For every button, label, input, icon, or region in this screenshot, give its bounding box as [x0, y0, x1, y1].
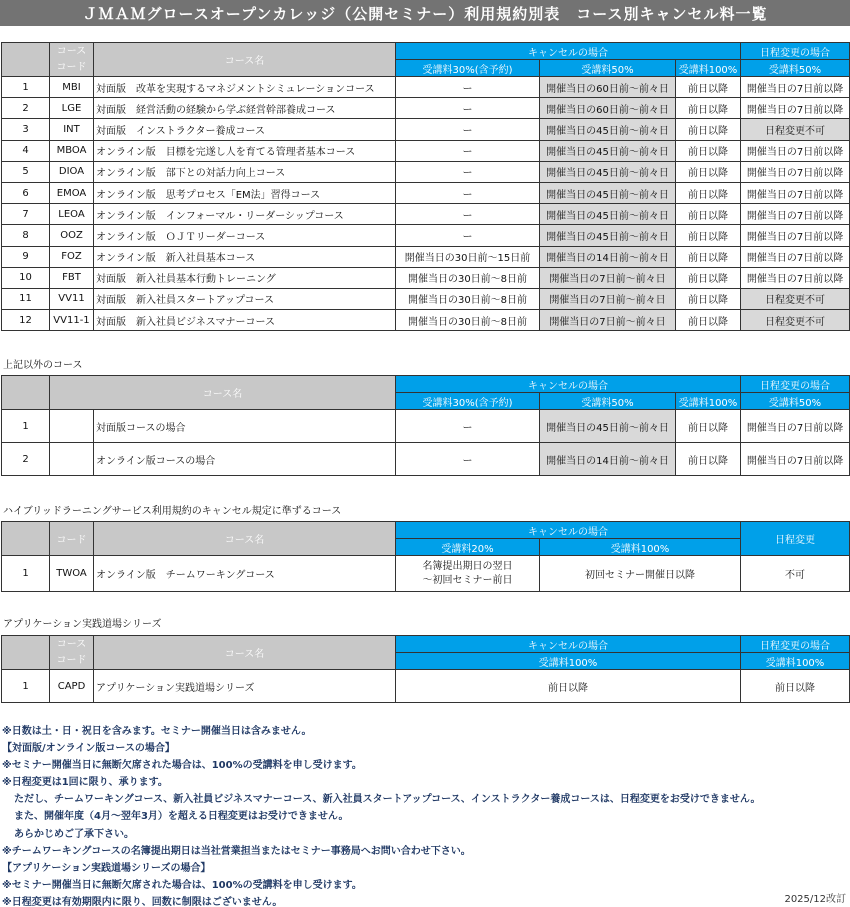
- row-fee30: ー: [396, 77, 540, 98]
- row-reschedule: 開催当日の7日前以降: [741, 161, 850, 182]
- row-fee50: 開催当日の60日前～前々日: [540, 98, 676, 119]
- row-fee50: 開催当日の7日前～前々日: [540, 288, 676, 309]
- header-reschedule-group: 日程変更の場合: [741, 636, 850, 653]
- row-fee100: 前日以降: [676, 98, 741, 119]
- row-course-code: EMOA: [50, 182, 94, 203]
- row-reschedule: 開催当日の7日前以降: [741, 246, 850, 267]
- table-row: [2, 140, 850, 161]
- header-fee30: 受講料30%(含予約): [396, 60, 540, 77]
- row-course-name: 対面版 新入社員基本行動トレーニング: [94, 267, 396, 288]
- row-reschedule: 開催当日の7日前以降: [741, 140, 850, 161]
- table-row: [2, 119, 850, 140]
- table-row: [2, 556, 850, 592]
- table-row: [2, 204, 850, 225]
- header-fee50: 受講料50%: [540, 60, 676, 77]
- row-fee30: ー: [396, 410, 540, 443]
- row-course-code: VV11-1: [50, 310, 94, 331]
- row-course-name: 対面版 インストラクター養成コース: [94, 119, 396, 140]
- row-fee100: 前日以降: [676, 140, 741, 161]
- row-fee30: ー: [396, 225, 540, 246]
- header-fee100: 受講料100%: [676, 393, 741, 410]
- row-course-code: MBOA: [50, 140, 94, 161]
- hybrid-course-table: [1, 521, 850, 592]
- revision-date: 2025/12改訂: [784, 894, 846, 905]
- row-no: 1: [2, 556, 50, 592]
- note-line: ※日程変更は有効期限内に限り、回数に制限はございません。: [2, 896, 283, 907]
- header-code: コード: [50, 522, 94, 556]
- row-course-name: オンライン版 ＯＪＴリーダーコース: [94, 225, 396, 246]
- row-fee100: 前日以降: [676, 443, 741, 476]
- header-fee100: 受講料100%: [396, 653, 741, 670]
- row-course-code: OOZ: [50, 225, 94, 246]
- row-fee30: ー: [396, 161, 540, 182]
- header-cancel-group: キャンセルの場合: [396, 376, 741, 393]
- row-fee30: 開催当日の30日前～15日前: [396, 246, 540, 267]
- row-fee100: 前日以降: [676, 310, 741, 331]
- row-reschedule: 日程変更不可: [741, 119, 850, 140]
- row-course-name: 対面版 経営活動の経験から学ぶ経営幹部養成コース: [94, 98, 396, 119]
- header-resched50: 受講料50%: [741, 393, 850, 410]
- row-fee50: 開催当日の45日前～前々日: [540, 140, 676, 161]
- row-no: 9: [2, 246, 50, 267]
- row-no: 7: [2, 204, 50, 225]
- row-reschedule: 開催当日の7日前以降: [741, 204, 850, 225]
- row-reschedule: 前日以降: [741, 670, 850, 703]
- header-course-code: コース コード: [50, 43, 94, 77]
- row-no: 2: [2, 443, 50, 476]
- row-fee50: 開催当日の7日前～前々日: [540, 310, 676, 331]
- row-fee100: 前日以降: [676, 267, 741, 288]
- row-fee20: [396, 556, 540, 592]
- row-fee100: 前日以降: [676, 182, 741, 203]
- row-fee100: 前日以降: [676, 225, 741, 246]
- row-course-name: アプリケーション実践道場シリーズ: [94, 670, 396, 703]
- header-resched50: 受講料50%: [741, 60, 850, 77]
- header-cancel-group: キャンセルの場合: [396, 522, 741, 539]
- row-fee50: 開催当日の45日前～前々日: [540, 119, 676, 140]
- row-fee100: 初回セミナー開催日以降: [540, 556, 741, 592]
- row-course-name: オンライン版 新入社員基本コース: [94, 246, 396, 267]
- header-no: [2, 522, 50, 556]
- header-course-name: コース名: [94, 43, 396, 77]
- row-fee50: 開催当日の60日前～前々日: [540, 77, 676, 98]
- application-dojo-table: [1, 635, 850, 703]
- header-reschedule: 日程変更: [741, 522, 850, 556]
- row-no: 8: [2, 225, 50, 246]
- row-fee100: 前日以降: [676, 161, 741, 182]
- table-row: [2, 225, 850, 246]
- row-fee100: 前日以降: [676, 288, 741, 309]
- row-fee50: 開催当日の45日前～前々日: [540, 410, 676, 443]
- row-course-name: オンライン版 思考プロセス「EM法」習得コース: [94, 182, 396, 203]
- row-no: 1: [2, 77, 50, 98]
- table-row: [2, 670, 850, 703]
- row-fee100: 前日以降: [396, 670, 741, 703]
- row-fee50: 開催当日の14日前～前々日: [540, 443, 676, 476]
- header-resched100: 受講料100%: [741, 653, 850, 670]
- header-course-code: コース コード: [50, 636, 94, 670]
- row-fee30: ー: [396, 443, 540, 476]
- note-line: ※セミナー開催当日に無断欠席された場合は、100%の受講料を申し受けます。: [2, 879, 362, 891]
- row-course-code: MBI: [50, 77, 94, 98]
- row-course-code: FBT: [50, 267, 94, 288]
- row-fee30: 開催当日の30日前～8日前: [396, 267, 540, 288]
- row-reschedule: 開催当日の7日前以降: [741, 443, 850, 476]
- header-cancel-group: キャンセルの場合: [396, 43, 741, 60]
- table-row: [2, 161, 850, 182]
- header-reschedule-group: 日程変更の場合: [741, 43, 850, 60]
- row-fee50: 開催当日の7日前～前々日: [540, 267, 676, 288]
- note-line: ※セミナー開催当日に無断欠席された場合は、100%の受講料を申し受けます。: [2, 760, 362, 772]
- header-cancel-group: キャンセルの場合: [396, 636, 741, 653]
- row-no: 10: [2, 267, 50, 288]
- header-reschedule-group: 日程変更の場合: [741, 376, 850, 393]
- notes-block: [2, 723, 848, 907]
- table-row: [2, 267, 850, 288]
- row-code: [50, 410, 94, 443]
- row-fee50: 開催当日の45日前～前々日: [540, 204, 676, 225]
- header-no: [2, 376, 50, 410]
- row-course-name: 対面版 新入社員スタートアップコース: [94, 288, 396, 309]
- row-fee30: ー: [396, 204, 540, 225]
- row-no: 3: [2, 119, 50, 140]
- row-fee20-line1: 名簿提出期日の翌日: [422, 560, 513, 572]
- row-no: 1: [2, 670, 50, 703]
- table-row: [2, 443, 850, 476]
- row-code: TWOA: [50, 556, 94, 592]
- row-fee30: 開催当日の30日前～8日前: [396, 288, 540, 309]
- row-fee30: ー: [396, 140, 540, 161]
- row-reschedule: 開催当日の7日前以降: [741, 410, 850, 443]
- row-course-name: オンライン版 チームワーキングコース: [94, 556, 396, 592]
- note-line: 【アプリケーション実践道場シリーズの場合】: [2, 862, 211, 874]
- row-course-name: オンライン版 部下との対話力向上コース: [94, 161, 396, 182]
- row-fee100: 前日以降: [676, 119, 741, 140]
- row-no: 4: [2, 140, 50, 161]
- row-course-code: VV11: [50, 288, 94, 309]
- row-code: CAPD: [50, 670, 94, 703]
- row-reschedule: 開催当日の7日前以降: [741, 267, 850, 288]
- row-no: 6: [2, 182, 50, 203]
- table-row: [2, 77, 850, 98]
- row-fee100: 前日以降: [676, 410, 741, 443]
- row-course-name: オンライン版 インフォーマル・リーダーシップコース: [94, 204, 396, 225]
- row-course-name: 対面版 新入社員ビジネスマナーコース: [94, 310, 396, 331]
- header-no: [2, 636, 50, 670]
- header-course-name: コース名: [50, 376, 396, 410]
- row-fee30: ー: [396, 98, 540, 119]
- row-fee50: 開催当日の14日前～前々日: [540, 246, 676, 267]
- header-no: [2, 43, 50, 77]
- row-fee50: 開催当日の45日前～前々日: [540, 182, 676, 203]
- row-fee50: 開催当日の45日前～前々日: [540, 161, 676, 182]
- table-row: [2, 98, 850, 119]
- row-course-name: 対面版コースの場合: [94, 410, 396, 443]
- row-no: 12: [2, 310, 50, 331]
- other-courses-table: [1, 375, 850, 476]
- row-course-code: LEOA: [50, 204, 94, 225]
- section-application-dojo-label: アプリケーション実践道場シリーズ: [3, 619, 162, 630]
- row-course-name: オンライン版 目標を完遂し人を育てる管理者基本コース: [94, 140, 396, 161]
- course-cancel-table: [1, 42, 850, 331]
- header-fee30: 受講料30%(含予約): [396, 393, 540, 410]
- header-course-name: コース名: [94, 522, 396, 556]
- row-code: [50, 443, 94, 476]
- note-line: 【対面版/オンライン版コースの場合】: [2, 743, 175, 755]
- row-fee100: 前日以降: [676, 204, 741, 225]
- note-line: ※日程変更は1回に限り、承ります。: [2, 777, 168, 789]
- row-fee30: ー: [396, 182, 540, 203]
- row-no: 1: [2, 410, 50, 443]
- row-reschedule: 開催当日の7日前以降: [741, 98, 850, 119]
- note-line: ただし、チームワーキングコース、新入社員ビジネスマナーコース、新入社員スタートアップコース、インストラクター養成コースは、日程変更をお受けできません。: [14, 794, 761, 806]
- row-course-name: オンライン版コースの場合: [94, 443, 396, 476]
- row-reschedule: 開催当日の7日前以降: [741, 182, 850, 203]
- header-fee50: 受講料50%: [540, 393, 676, 410]
- row-course-code: DIOA: [50, 161, 94, 182]
- table-row: [2, 410, 850, 443]
- table-row: [2, 182, 850, 203]
- row-fee100: 前日以降: [676, 77, 741, 98]
- row-course-code: FOZ: [50, 246, 94, 267]
- note-line: あらかじめご了承下さい。: [14, 828, 134, 840]
- header-fee100: 受講料100%: [540, 539, 741, 556]
- note-line: ※日数は土・日・祝日を含みます。セミナー開催当日は含みません。: [2, 726, 312, 737]
- row-fee30: 開催当日の30日前～8日前: [396, 310, 540, 331]
- row-no: 2: [2, 98, 50, 119]
- row-course-code: LGE: [50, 98, 94, 119]
- row-course-name: 対面版 改革を実現するマネジメントシミュレーションコース: [94, 77, 396, 98]
- table-row: [2, 246, 850, 267]
- row-reschedule: 不可: [741, 556, 850, 592]
- note-line: また、開催年度（4月～翌年3月）を超える日程変更はお受けできません。: [14, 811, 349, 823]
- row-fee30: ー: [396, 119, 540, 140]
- table-row: [2, 310, 850, 331]
- header-fee100: 受講料100%: [676, 60, 741, 77]
- row-course-code: INT: [50, 119, 94, 140]
- section-hybrid-label: ハイブリッドラーニングサービス利用規約のキャンセル規定に準ずるコース: [3, 506, 342, 517]
- row-no: 11: [2, 288, 50, 309]
- row-reschedule: 日程変更不可: [741, 288, 850, 309]
- note-line: ※チームワーキングコースの名簿提出期日は当社営業担当またはセミナー事務局へお問い合わせ下さい。: [2, 845, 471, 857]
- row-reschedule: 開催当日の7日前以降: [741, 77, 850, 98]
- section-other-courses-label: 上記以外のコース: [3, 360, 83, 371]
- row-no: 5: [2, 161, 50, 182]
- header-fee20: 受講料20%: [396, 539, 540, 556]
- table-row: [2, 288, 850, 309]
- row-fee20-line2: ～初回セミナー前日: [422, 574, 513, 586]
- row-fee100: 前日以降: [676, 246, 741, 267]
- row-reschedule: 日程変更不可: [741, 310, 850, 331]
- row-reschedule: 開催当日の7日前以降: [741, 225, 850, 246]
- row-fee50: 開催当日の45日前～前々日: [540, 225, 676, 246]
- page-title: ＪＭＡＭグロースオープンカレッジ（公開セミナー）利用規約別表 コース別キャンセル料一覧: [0, 0, 850, 26]
- header-course-name: コース名: [94, 636, 396, 670]
